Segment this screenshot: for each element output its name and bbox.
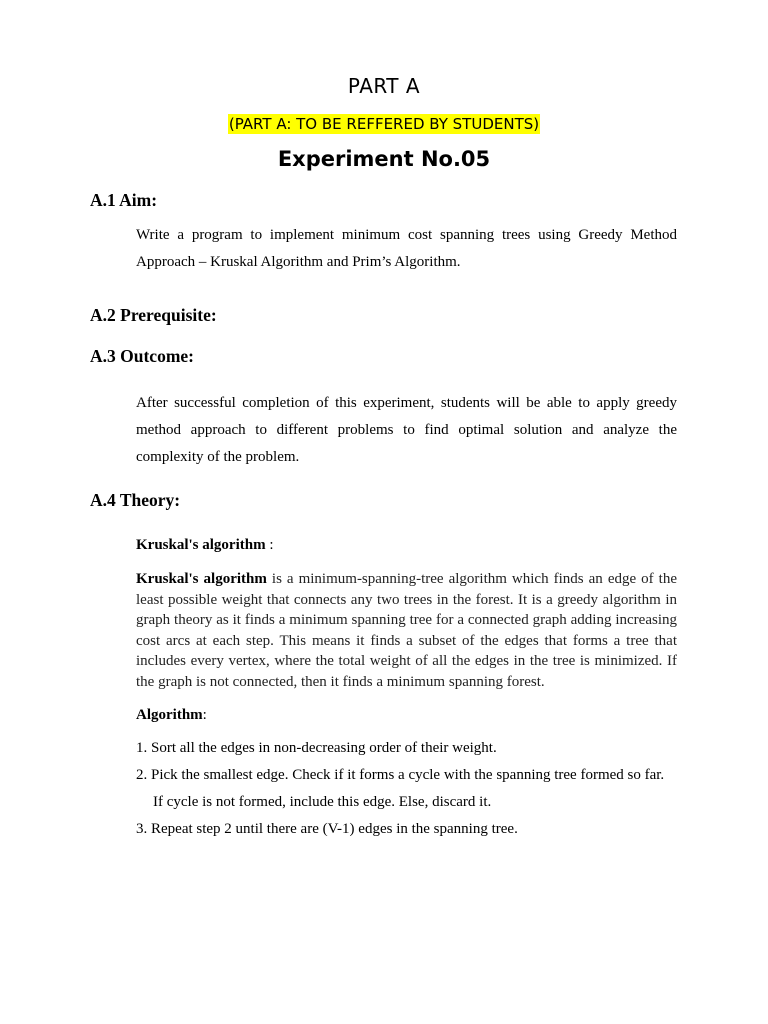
kruskal-term: Kruskal's algorithm xyxy=(136,571,267,587)
aim-text: Write a program to implement minimum cost spanning trees using Greedy Method Approach – Kruskal Algorithm and Prim’s Algorithm. xyxy=(136,227,677,270)
subtitle-container xyxy=(0,115,768,134)
kruskal-label-bold: Kruskal's algorithm xyxy=(136,537,266,553)
kruskal-label-suffix: : xyxy=(265,537,274,553)
outcome-heading: A.3 Outcome: xyxy=(90,346,195,366)
aim-heading: A.1 Aim: xyxy=(90,190,158,210)
outcome-text: After successful completion of this experiment, students will be able to apply greedy method approach to different problems to find optimal solution and analyze the complexity of the problem. xyxy=(136,395,677,465)
part-title: PART A xyxy=(347,74,421,98)
algorithm-step-1: 1. Sort all the edges in non-decreasing order of their weight. xyxy=(136,740,497,756)
algorithm-label-bold: Algorithm xyxy=(136,707,203,723)
algorithm-label-suffix: : xyxy=(202,707,207,723)
highlighted-subtitle: (PART A: TO BE REFFERED BY STUDENTS) xyxy=(228,115,540,133)
algorithm-step-3: 3. Repeat step 2 until there are (V-1) edges in the spanning tree. xyxy=(136,821,518,837)
algorithm-step-2-continued: If cycle is not formed, include this edge. Else, discard it. xyxy=(153,794,492,810)
algorithm-step-2: 2. Pick the smallest edge. Check if it forms a cycle with the spanning tree formed so far. xyxy=(136,767,665,783)
kruskal-description-text: is a minimum-spanning-tree algorithm which finds an edge of the least possible weight that connects any two trees in the forest. It is a greedy algorithm in graph theory as it finds a minimum spanning tree for a connected graph adding increasing cost arcs at each step. This means it finds a subset of the edges that forms a tree that includes every vertex, where the total weight of all the edges in the tree is minimized. If the graph is not connected, then it finds a minimum spanning forest. xyxy=(136,571,677,690)
prerequisite-heading: A.2 Prerequisite: xyxy=(90,305,217,325)
algorithm-label xyxy=(136,707,207,724)
experiment-title: Experiment No.05 xyxy=(277,147,491,171)
kruskal-description xyxy=(136,569,677,692)
kruskal-label xyxy=(136,537,274,554)
theory-heading: A.4 Theory: xyxy=(90,490,181,510)
